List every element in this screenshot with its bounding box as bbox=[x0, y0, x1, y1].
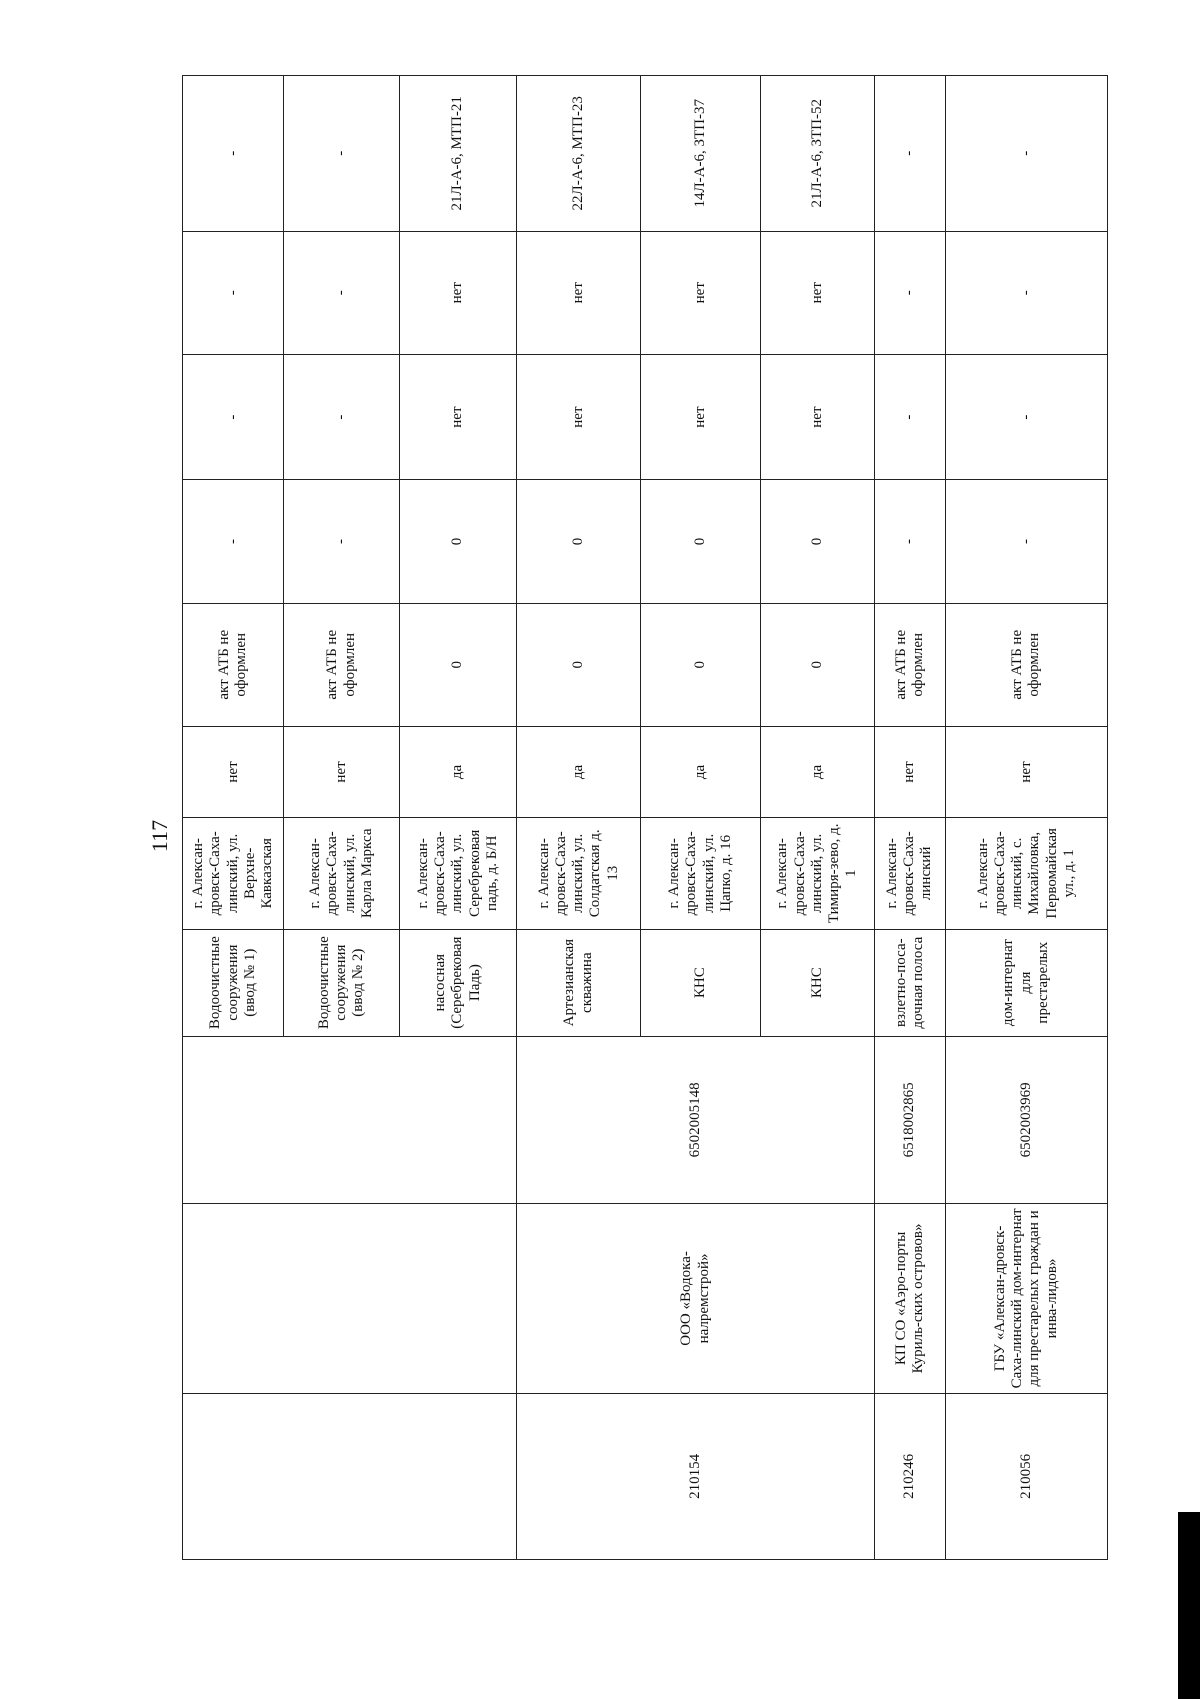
status-cell: нет bbox=[517, 231, 641, 354]
act-cell: 0 bbox=[641, 603, 761, 726]
rotated-table-container bbox=[182, 75, 1108, 1560]
value-cell: - bbox=[183, 480, 284, 603]
value-cell: - bbox=[945, 480, 1107, 603]
value-cell: 0 bbox=[641, 480, 761, 603]
substation-cell: 21Л-А-6, МТП-21 bbox=[399, 76, 516, 232]
table-row bbox=[183, 76, 284, 1560]
empty-cell bbox=[183, 1204, 517, 1394]
address-cell: г. Алексан-дровск-Саха-линский, ул. Солдатская д. 13 bbox=[517, 818, 641, 930]
data-table bbox=[182, 75, 1108, 1560]
substation-cell: 21Л-А-6, ЗТП-52 bbox=[760, 76, 874, 232]
table-row bbox=[517, 76, 641, 1560]
status-cell: нет bbox=[760, 231, 874, 354]
address-cell: г. Алексан-дровск-Саха-линский, ул. Цапко, д. 16 bbox=[641, 818, 761, 930]
status-cell: нет bbox=[399, 354, 516, 479]
org-inn-cell: 6502005148 bbox=[517, 1036, 875, 1203]
object-cell: дом-интернат для престарелых bbox=[945, 929, 1107, 1036]
substation-cell: 22Л-А-6, МТП-23 bbox=[517, 76, 641, 232]
page-number: 117 bbox=[147, 819, 172, 853]
org-code-cell: 210154 bbox=[517, 1393, 875, 1559]
flag-cell: да bbox=[760, 726, 874, 817]
status-cell: - bbox=[183, 354, 284, 479]
value-cell: 0 bbox=[517, 480, 641, 603]
status-cell: нет bbox=[399, 231, 516, 354]
status-cell: нет bbox=[517, 354, 641, 479]
address-cell: г. Алексан-дровск-Саха-линский, ул. Карла Маркса bbox=[284, 818, 399, 930]
flag-cell: нет bbox=[945, 726, 1107, 817]
substation-cell: - bbox=[945, 76, 1107, 232]
substation-cell: - bbox=[284, 76, 399, 232]
status-cell: - bbox=[875, 231, 945, 354]
status-cell: нет bbox=[641, 231, 761, 354]
flag-cell: да bbox=[517, 726, 641, 817]
object-cell: Артезианская скважина bbox=[517, 929, 641, 1036]
flag-cell: нет bbox=[183, 726, 284, 817]
object-cell: Водоочистные сооружения (ввод № 1) bbox=[183, 929, 284, 1036]
empty-cell bbox=[183, 1036, 517, 1203]
flag-cell: да bbox=[641, 726, 761, 817]
org-name-cell: ООО «Водока-налремстрой» bbox=[517, 1204, 875, 1394]
org-inn-cell: 6518002865 bbox=[875, 1036, 945, 1203]
act-cell: 0 bbox=[517, 603, 641, 726]
scan-edge-bar bbox=[1178, 1512, 1200, 1699]
status-cell: - bbox=[875, 354, 945, 479]
address-cell: г. Алексан-дровск-Саха-линский, ул. Верхне-Кавказская bbox=[183, 818, 284, 930]
act-cell: акт АТБ не оформлен bbox=[945, 603, 1107, 726]
act-cell: акт АТБ не оформлен bbox=[183, 603, 284, 726]
object-cell: взлетно-поса-дочная полоса bbox=[875, 929, 945, 1036]
status-cell: - bbox=[183, 231, 284, 354]
value-cell: 0 bbox=[399, 480, 516, 603]
org-name-cell: ГБУ «Алексан-дровск-Саха-линский дом-интернат для престарелых граждан и инва-лидов» bbox=[945, 1204, 1107, 1394]
act-cell: 0 bbox=[760, 603, 874, 726]
act-cell: акт АТБ не оформлен bbox=[875, 603, 945, 726]
value-cell: 0 bbox=[760, 480, 874, 603]
object-cell: КНС bbox=[760, 929, 874, 1036]
org-inn-cell: 6502003969 bbox=[945, 1036, 1107, 1203]
object-cell: Водоочистные сооружения (ввод № 2) bbox=[284, 929, 399, 1036]
status-cell: нет bbox=[760, 354, 874, 479]
value-cell: - bbox=[875, 480, 945, 603]
substation-cell: - bbox=[183, 76, 284, 232]
status-cell: нет bbox=[641, 354, 761, 479]
status-cell: - bbox=[945, 231, 1107, 354]
address-cell: г. Алексан-дровск-Саха-линский, ул. Серебрековая падь, д. Б/Н bbox=[399, 818, 516, 930]
value-cell: - bbox=[284, 480, 399, 603]
object-cell: КНС bbox=[641, 929, 761, 1036]
table-row bbox=[945, 76, 1107, 1560]
flag-cell: нет bbox=[284, 726, 399, 817]
substation-cell: 14Л-А-6, ЗТП-37 bbox=[641, 76, 761, 232]
object-cell: насосная (Серебрековая Падь) bbox=[399, 929, 516, 1036]
empty-cell bbox=[183, 1393, 517, 1559]
status-cell: - bbox=[284, 231, 399, 354]
substation-cell: - bbox=[875, 76, 945, 232]
address-cell: г. Алексан-дровск-Саха-линский, ул. Тимиря-зево, д. 1 bbox=[760, 818, 874, 930]
org-code-cell: 210246 bbox=[875, 1393, 945, 1559]
status-cell: - bbox=[284, 354, 399, 479]
address-cell: г. Алексан-дровск-Саха-линский bbox=[875, 818, 945, 930]
status-cell: - bbox=[945, 354, 1107, 479]
act-cell: 0 bbox=[399, 603, 516, 726]
org-code-cell: 210056 bbox=[945, 1393, 1107, 1559]
org-name-cell: КП СО «Аэро-порты Куриль-ских островов» bbox=[875, 1204, 945, 1394]
act-cell: акт АТБ не оформлен bbox=[284, 603, 399, 726]
address-cell: г. Алексан-дровск-Саха-линский, с. Михайловка, Первомайская ул., д. 1 bbox=[945, 818, 1107, 930]
flag-cell: нет bbox=[875, 726, 945, 817]
flag-cell: да bbox=[399, 726, 516, 817]
table-row bbox=[875, 76, 945, 1560]
